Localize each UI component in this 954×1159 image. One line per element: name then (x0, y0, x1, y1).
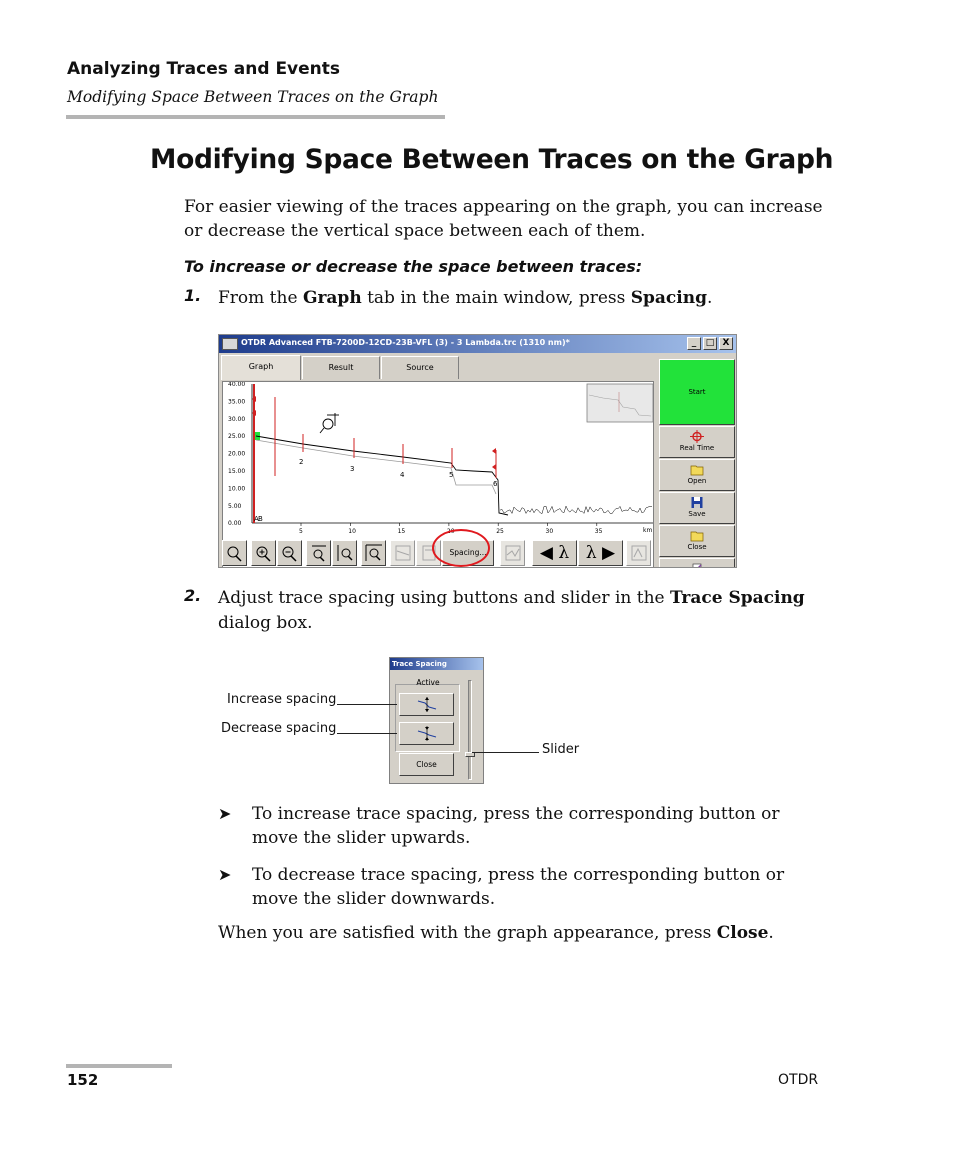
event-markers (275, 397, 496, 478)
intro-paragraph: For easier viewing of the traces appearing on the graph, you can increase or decrease the vertical space between each of them. (184, 197, 823, 241)
overview-thumbnail (587, 384, 653, 422)
spacing-highlight-ring (432, 529, 490, 567)
x-unit-label: km (643, 527, 653, 534)
step-1-text-a: From the (218, 288, 303, 308)
y-tick-label: 0.00 (228, 520, 242, 528)
trace-spacing-dialog (389, 657, 484, 784)
window-title-bar (219, 335, 736, 353)
step-2-text-a: Adjust trace spacing using buttons and slider in the (218, 588, 670, 608)
step-2-text (218, 586, 818, 636)
marker-b-label: B (258, 515, 263, 523)
page-number: 152 (67, 1071, 99, 1089)
step-1-text-b: tab in the main window, press (361, 288, 631, 308)
save-label: Save (688, 510, 706, 518)
y-tick-label: 25.00 (228, 433, 246, 441)
spacing-button[interactable]: Spacing... (442, 540, 494, 566)
bullet-arrow-icon: ➤ (218, 804, 232, 823)
y-tick-label: 40.00 (228, 382, 246, 388)
step-1 (184, 286, 824, 312)
callout-increase: Increase spacing (227, 692, 337, 707)
dialog-close-button[interactable]: Close (399, 753, 454, 776)
x-tick-label: 15 (397, 528, 406, 535)
zoom-out-icon (280, 543, 300, 563)
side-panel (657, 355, 736, 568)
closing-paragraph (218, 923, 774, 943)
step-1-bold-spacing: Spacing (630, 288, 707, 308)
save-disk-icon (690, 496, 704, 509)
step-2-number: 2. (184, 586, 202, 605)
decrease-spacing-icon (416, 725, 438, 742)
maximize-button[interactable]: □ (703, 337, 717, 350)
bullet-decrease (218, 863, 838, 913)
zoom-area-icon (364, 543, 384, 563)
tab-graph[interactable]: Graph (221, 355, 301, 380)
y-tick-label: 15.00 (228, 468, 246, 475)
step-2-text-b: dialog box. (218, 613, 313, 633)
zoom-icon (225, 543, 245, 563)
real-time-label: Real Time (679, 444, 715, 452)
minimize-button[interactable]: _ (687, 337, 701, 350)
step-1-bold-graph: Graph (302, 288, 362, 308)
callout-increase-line (337, 704, 397, 705)
bullet-decrease-text: To decrease trace spacing, press the corresponding button or move the slider downwards. (252, 865, 785, 909)
callout-slider: Slider (542, 742, 580, 757)
step-1-text (218, 286, 818, 311)
close-file-button[interactable] (659, 525, 735, 557)
open-folder-icon (690, 463, 704, 476)
zoom-in-button[interactable] (251, 540, 276, 566)
zoom-in-icon (254, 543, 274, 563)
bullet-increase (218, 802, 838, 852)
zoom-cursor-icon (320, 413, 339, 433)
event-label-6: 6 (493, 480, 498, 488)
footer-product: OTDR (778, 1072, 819, 1088)
closing-text-a: When you are satisfied with the graph appearance, press (218, 923, 717, 943)
zoom-horizontal-icon (309, 543, 329, 563)
increase-spacing-button[interactable] (399, 693, 454, 716)
overlay-icon (393, 543, 413, 563)
spacing-slider-track[interactable] (468, 680, 472, 780)
event-label-3: 3 (350, 465, 355, 473)
real-time-button[interactable] (659, 426, 735, 458)
x-tick-label: 5 (299, 528, 303, 535)
trace-main (256, 436, 508, 515)
procedure-title: To increase or decrease the space between traces: (184, 257, 643, 276)
step-1-text-c: . (706, 288, 713, 308)
window-title: OTDR Advanced FTB-7200D-12CD-23B-VFL (3) - 3 Lambda.trc (1310 nm)* (241, 338, 570, 347)
y-tick-label: 30.00 (228, 415, 246, 423)
zoom-horizontal-button[interactable] (306, 540, 331, 566)
close-file-label: Close (687, 543, 707, 551)
active-label: Active (416, 678, 440, 687)
open-button[interactable] (659, 459, 735, 491)
tab-source[interactable]: Source (381, 356, 459, 379)
increase-spacing-icon (416, 696, 438, 713)
previous-wavelength-button[interactable]: ◀ λ (532, 540, 577, 566)
y-tick-label: 5.00 (228, 502, 242, 510)
zoom-full-button[interactable] (222, 540, 247, 566)
zoom-area-button[interactable] (361, 540, 386, 566)
event-label-5: 5 (449, 471, 454, 479)
trace-options-icon (629, 543, 649, 563)
x-tick-label: 10 (348, 528, 356, 535)
callout-decrease: Decrease spacing (221, 721, 337, 736)
y-tick-label: 20.00 (228, 450, 246, 458)
trace-display-button[interactable] (500, 540, 525, 566)
zoom-vertical-button[interactable] (332, 540, 357, 566)
step-2 (184, 586, 824, 636)
edit-icon (690, 562, 704, 568)
header-rule (66, 115, 445, 119)
zoom-vertical-icon (335, 543, 355, 563)
x-tick-label: 30 (545, 528, 554, 535)
y-tick-label: 10.00 (228, 485, 246, 493)
open-label: Open (687, 477, 707, 485)
marker-a-label: A (254, 515, 259, 523)
trace-display-icon (503, 543, 523, 563)
callout-slider-line (472, 752, 539, 753)
closing-bold-close: Close (716, 923, 769, 943)
close-window-button[interactable]: X (719, 337, 733, 350)
trace-noise (500, 506, 652, 513)
event-label-4: 4 (400, 471, 405, 479)
footer-rule (66, 1064, 172, 1068)
start-button[interactable]: Start (659, 359, 735, 425)
edit-button[interactable] (659, 558, 735, 568)
zoom-out-button[interactable] (277, 540, 302, 566)
event-label-2: 2 (299, 458, 304, 466)
dialog-title: Trace Spacing (390, 658, 483, 670)
running-header-chapter: Analyzing Traces and Events (67, 59, 341, 79)
crosshair-icon (690, 430, 704, 443)
x-tick-label: 25 (496, 528, 504, 535)
event-arrows (492, 448, 496, 470)
trace-options-button[interactable] (626, 540, 651, 566)
step-1-number: 1. (184, 286, 202, 305)
callout-decrease-line (337, 733, 397, 734)
running-header-section: Modifying Space Between Traces on the Graph (67, 88, 439, 106)
app-icon (222, 338, 238, 350)
trace-secondary (256, 440, 496, 494)
tab-result[interactable]: Result (302, 356, 380, 379)
next-wavelength-button[interactable]: λ ▶ (578, 540, 623, 566)
step-2-bold-trace-spacing: Trace Spacing (669, 588, 805, 608)
folder-icon (690, 529, 704, 542)
page-title: Modifying Space Between Traces on the Graph (150, 144, 834, 175)
x-tick-label: 35 (594, 528, 603, 535)
save-button[interactable] (659, 492, 735, 524)
overlay-button[interactable] (390, 540, 415, 566)
closing-text-b: . (768, 923, 774, 943)
bullet-arrow-icon: ➤ (218, 865, 232, 884)
trace-graph-svg (223, 382, 655, 538)
bullet-increase-text: To increase trace spacing, press the corresponding button or move the slider upwards. (252, 804, 780, 848)
y-tick-label: 35.00 (228, 398, 246, 406)
decrease-spacing-button[interactable] (399, 722, 454, 745)
x-tick-label: 20 (446, 528, 455, 535)
